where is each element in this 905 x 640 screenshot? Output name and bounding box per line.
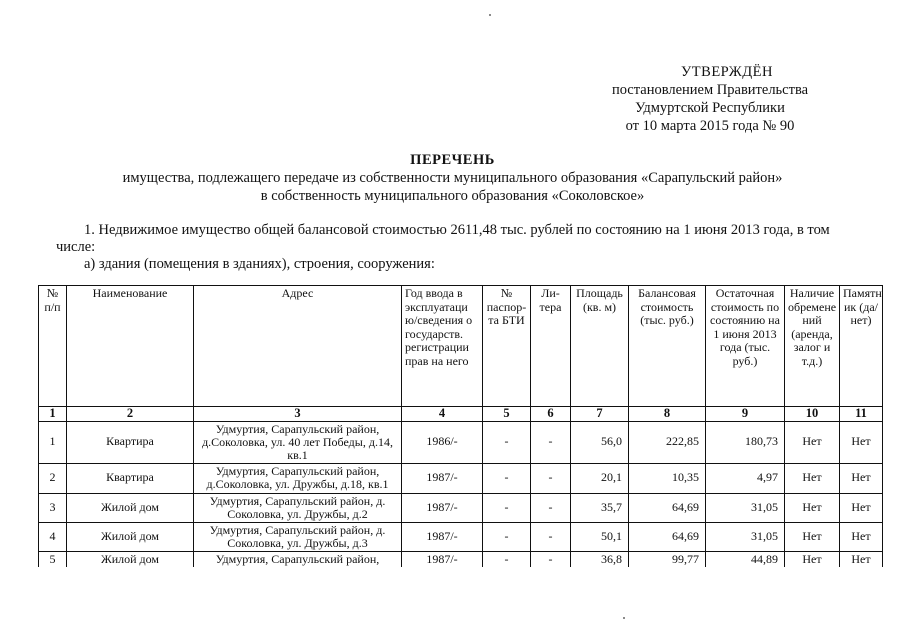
- table-cell: 64,69: [629, 493, 706, 522]
- table-cell: Жилой дом: [67, 551, 194, 567]
- table-cell: Нет: [840, 493, 883, 522]
- table-cell: 31,05: [706, 493, 785, 522]
- table-cell: 3: [39, 493, 67, 522]
- column-number: 6: [531, 407, 571, 422]
- table-cell: 1987/-: [402, 551, 483, 567]
- table-cell: -: [531, 522, 571, 551]
- table-cell: -: [531, 551, 571, 567]
- table-cell: 2: [39, 463, 67, 493]
- column-number: 4: [402, 407, 483, 422]
- table-row: [39, 493, 883, 522]
- intro-paragraph: 1. Недвижимое имущество общей балансовой стоимостью 2611,48 тыс. рублей по состоянию на 1 июня 2013 года, в том числе:: [56, 222, 830, 255]
- table-row: [39, 522, 883, 551]
- approval-heading: УТВЕРЖДЁН: [681, 64, 773, 80]
- table-cell: 180,73: [706, 421, 785, 463]
- column-number: 7: [571, 407, 629, 422]
- column-number: 9: [706, 407, 785, 422]
- header-cell: Наименование: [67, 286, 194, 407]
- header-cell: Памятн ик (да/нет): [840, 286, 883, 407]
- table-cell: Нет: [840, 522, 883, 551]
- table-cell: Жилой дом: [67, 493, 194, 522]
- column-number: 8: [629, 407, 706, 422]
- document-title: [0, 151, 905, 205]
- title-main: ПЕРЕЧЕНЬ: [410, 152, 495, 168]
- table-cell: 10,35: [629, 463, 706, 493]
- header-cell: № п/п: [39, 286, 67, 407]
- scan-speck: [489, 14, 491, 16]
- table-cell: 44,89: [706, 551, 785, 567]
- column-number: 5: [483, 407, 531, 422]
- intro-text: [56, 222, 856, 273]
- column-number: 1: [39, 407, 67, 422]
- table-cell: 5: [39, 551, 67, 567]
- table-cell: 1987/-: [402, 493, 483, 522]
- table-cell: 31,05: [706, 522, 785, 551]
- header-cell: Остаточная стоимость по состоянию на 1 июня 2013 года (тыс. руб.): [706, 286, 785, 407]
- property-table: [38, 285, 883, 567]
- table-cell: Удмуртия, Сарапульский район, д. Соколовка, ул. Дружбы, д.2: [194, 493, 402, 522]
- table-row: [39, 551, 883, 567]
- table-cell: Нет: [840, 463, 883, 493]
- table-cell: -: [531, 463, 571, 493]
- table-cell: Нет: [785, 421, 840, 463]
- table-cell: Нет: [785, 493, 840, 522]
- table-cell: 36,8: [571, 551, 629, 567]
- column-number: 3: [194, 407, 402, 422]
- table-cell: Нет: [840, 421, 883, 463]
- intro-subheading: а) здания (помещения в зданиях), строения, сооружения:: [84, 256, 435, 272]
- column-number: 11: [840, 407, 883, 422]
- table-cell: Нет: [785, 522, 840, 551]
- header-cell: Балансовая стоимость (тыс. руб.): [629, 286, 706, 407]
- header-cell: Наличие обремене ний (аренда, залог и т.д.): [785, 286, 840, 407]
- approval-block: [560, 63, 860, 135]
- approval-line: Удмуртской Республики: [635, 100, 785, 116]
- table-row: [39, 463, 883, 493]
- table-cell: 1987/-: [402, 522, 483, 551]
- table-cell: 1986/-: [402, 421, 483, 463]
- table-cell: Удмуртия, Сарапульский район, д.Соколовка, ул. Дружбы, д.18, кв.1: [194, 463, 402, 493]
- table-cell: 56,0: [571, 421, 629, 463]
- table-cell: -: [531, 493, 571, 522]
- header-cell: Год ввода в эксплуатаци ю/сведения о государств. регистрации прав на него: [402, 286, 483, 407]
- header-cell: Площадь (кв. м): [571, 286, 629, 407]
- header-cell: № паспор-та БТИ: [483, 286, 531, 407]
- title-line: имущества, подлежащего передаче из собственности муниципального образования «Сарапульский район»: [122, 170, 783, 186]
- table-cell: 1987/-: [402, 463, 483, 493]
- table-cell: Нет: [840, 551, 883, 567]
- table-cell: Удмуртия, Сарапульский район, д. Соколовка, ул. Дружбы, д.3: [194, 522, 402, 551]
- table-cell: -: [483, 522, 531, 551]
- column-number: 10: [785, 407, 840, 422]
- table-cell: 1: [39, 421, 67, 463]
- table-cell: Квартира: [67, 421, 194, 463]
- table-cell: Квартира: [67, 463, 194, 493]
- header-cell: Ли-тера: [531, 286, 571, 407]
- table-cell: Жилой дом: [67, 522, 194, 551]
- approval-line: постановлением Правительства: [611, 82, 809, 98]
- table-row: [39, 421, 883, 463]
- table-cell: 4,97: [706, 463, 785, 493]
- table-cell: 20,1: [571, 463, 629, 493]
- table-cell: -: [483, 493, 531, 522]
- table-body: [39, 421, 883, 567]
- table-cell: 4: [39, 522, 67, 551]
- approval-line: от 10 марта 2015 года № 90: [625, 118, 795, 134]
- title-line: в собственность муниципального образования «Соколовское»: [260, 188, 645, 204]
- table-cell: 35,7: [571, 493, 629, 522]
- table-cell: -: [531, 421, 571, 463]
- table-cell: Нет: [785, 551, 840, 567]
- table-cell: 50,1: [571, 522, 629, 551]
- table-cell: Удмуртия, Сарапульский район,: [194, 551, 402, 567]
- header-row: [39, 286, 883, 407]
- column-number: 2: [67, 407, 194, 422]
- header-cell: Адрес: [194, 286, 402, 407]
- table-cell: Нет: [785, 463, 840, 493]
- table-cell: -: [483, 551, 531, 567]
- table-cell: Удмуртия, Сарапульский район, д.Соколовка, ул. 40 лет Победы, д.14, кв.1: [194, 421, 402, 463]
- scan-speck: [623, 617, 625, 619]
- table-cell: 99,77: [629, 551, 706, 567]
- table-cell: 222,85: [629, 421, 706, 463]
- table-cell: 64,69: [629, 522, 706, 551]
- table-cell: -: [483, 421, 531, 463]
- table-cell: -: [483, 463, 531, 493]
- column-number-row: [39, 407, 883, 422]
